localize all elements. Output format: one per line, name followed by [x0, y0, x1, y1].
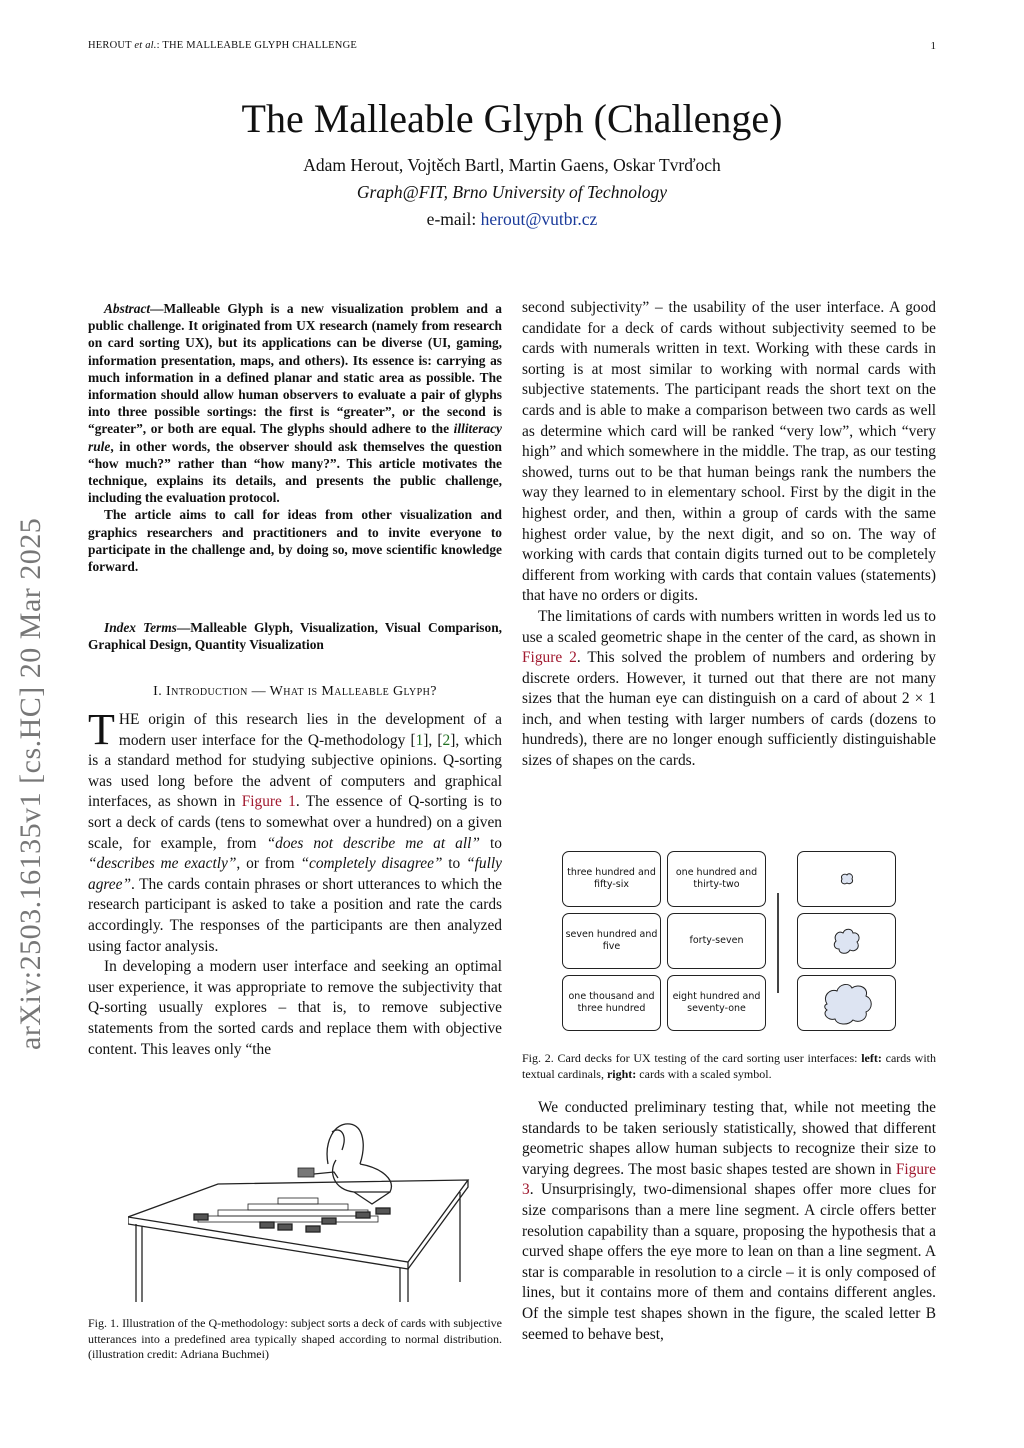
- fig2-caption-right: right:: [606, 1066, 637, 1081]
- card-shape-medium: [797, 913, 896, 969]
- page-number: 1: [930, 40, 936, 52]
- card-shape-large: [797, 975, 896, 1031]
- abstract-emphasis: illiteracy rule: [88, 421, 502, 454]
- fig2-caption-c: cards with a scaled symbol.: [636, 1066, 772, 1081]
- index-terms: [88, 619, 502, 653]
- abstract-text-b: , in other words, the observer should ask themselves the question “how much?” rather than “how many?”. This article motivates the technique, explains its details, and presents the public challenge, including the evaluation protocol.: [88, 438, 502, 506]
- intro-to-1: to: [480, 834, 502, 852]
- email-line: [427, 209, 598, 229]
- card-text-5: one thousand and three hundred: [562, 975, 661, 1031]
- quote-1: “does not describe me at all”: [266, 834, 480, 852]
- right-paragraph-1: second subjectivity” – the usability of the user interface. A good candidate for a deck of cards without subjectivity seemed to be cards with numerals written in text. Working with these cards in sorting is at most similar to working with normal cards with subjective statements. The participant reads the short text on the cards and is able to make a comparison between two cards as well as determine which card will be ranked “very low”, which “very high” and which somewhere in the middle. The trap, as our testing showed, turns out to be that human beings rank the numbers the way they learned to in elementary school. First by the digit in the highest order, and then, within a group of cards with the same highest order value, by the next digit, and so on. The way of working with cards that contain digits turned out to be completely different from working with cards that contain values (statements) that have no orders or digits.: [522, 299, 936, 605]
- figure-1-illustration: [128, 1112, 476, 1302]
- intro-text-c: ], which is a standard method for studying subjective opinions. Q-sorting was used long before the advent of computers and graphical interfaces, as shown in: [88, 731, 502, 811]
- figure-1-link[interactable]: Figure 1: [241, 793, 296, 811]
- figure-2-card-decks: [562, 851, 898, 1033]
- intro-paragraph-1: [88, 705, 502, 957]
- figure-2-link[interactable]: Figure 2: [522, 649, 577, 667]
- right-paragraph-2: [522, 607, 936, 772]
- section-title: Introduction — What is Malleable Glyph?: [166, 684, 437, 699]
- intro-text: [88, 705, 502, 1060]
- right-paragraph-3: [522, 1098, 936, 1345]
- author-block: [0, 152, 1024, 233]
- arxiv-stamp: arXiv:2503.16135v1 [cs.HC] 20 Mar 2025: [14, 517, 47, 1050]
- cloud-shape-small-icon: [837, 869, 857, 889]
- intro-text-e: . The cards contain phrases or short utterances to which the research participant is asked to take a position and rate the cards accordingly. The responses of the participants are then analyzed using factor analysis.: [88, 875, 502, 955]
- figure-3-link[interactable]: Figure 3: [522, 1160, 936, 1199]
- abstract-paragraph-2: The article aims to call for ideas from other visualization and graphics researchers and practitioners and to invite everyone to participate in the challenge and, by doing so, move scientific knowledge forward.: [88, 507, 502, 575]
- right-column-text: [522, 298, 936, 772]
- email-link[interactable]: herout@vutbr.cz: [480, 209, 598, 229]
- card-text-3: seven hundred and five: [562, 913, 661, 969]
- quote-2: “describes me exactly”: [88, 855, 237, 873]
- quote-3: “completely disagree”: [300, 855, 443, 873]
- abstract-paragraph-1: [88, 300, 502, 506]
- deck-divider: [777, 893, 779, 993]
- quote-4: “fully agree”: [88, 855, 502, 893]
- section-heading: [88, 684, 502, 700]
- right-p2-text-b: . This solved the problem of numbers and ordering by discrete orders. However, it turned out that there are not many sizes that the human eye can distinguish on a card of about 2 × 1 inch, and when testing with larger numbers of cards (dozens to hundreds), there are no longer enough sufficiently distinguishable sizes of shapes on the cards.: [522, 649, 936, 770]
- cloud-shape-large-icon: [819, 980, 875, 1026]
- cloud-shape-medium-icon: [830, 924, 864, 958]
- card-text-4: forty-seven: [667, 913, 766, 969]
- right-p3-text-b: . Unsurprisingly, two-dimensional shapes offer more clues for size comparisons than a mere line segment. A circle offers better resolution capability than a square, proposing the hypothesis that a curved shape offers the eye more to lean on than a line segment. A star is comparable in resolution to a circle – it is only composed of lines, but it contains more of them and contains different angles. Of the simple test shapes shown in the figure, the scaled letter B seemed to behave best,: [522, 1181, 936, 1343]
- right-column-text-lower: [522, 1098, 936, 1345]
- card-text-1: three hundred and fifty-six: [562, 851, 661, 907]
- intro-or: , or from: [236, 855, 301, 873]
- intro-text-b: ], [: [423, 731, 443, 749]
- section-numeral: I.: [153, 684, 167, 699]
- abstract-text-a: —Malleable Glyph is a new visualization problem and a public challenge. It originated from UX research (namely from research on card sorting UX), but its applications can be diverse (UI, gaming, information presentation, maps, and others). Its essence is: carrying as much information in a defined planar and static area as possible. The information should allow human observers to evaluate a pair of glyphs into three possible sortings: the first is “greater”, or the second is “greater”, or both are equal. The glyphs should adhere to the: [88, 301, 502, 437]
- citation-1-link[interactable]: 1: [415, 731, 424, 749]
- running-header: [88, 40, 357, 51]
- author-list: Adam Herout, Vojtěch Bartl, Martin Gaens, Oskar Tvrďoch: [303, 155, 721, 175]
- running-title: : THE MALLEABLE GLYPH CHALLENGE: [156, 40, 357, 51]
- intro-text-a: HE origin of this research lies in the development of a modern user interface for the Q-methodology [: [118, 711, 502, 749]
- email-label: e-mail:: [426, 209, 481, 229]
- index-terms-text: —Malleable Glyph, Visualization, Visual Comparison, Graphical Design, Quantity Visualization: [88, 620, 503, 653]
- abstract-label: Abstract: [104, 301, 151, 316]
- intro-paragraph-2: In developing a modern user interface and seeking an optimal user experience, it was appropriate to remove the subjectivity that Q-sorting usually explores – that is, to remove subjective statements from the sorted cards and replace them with objective content. This leaves only “the: [88, 958, 502, 1058]
- running-author: HEROUT: [88, 40, 132, 51]
- card-text-2: one hundred and thirty-two: [667, 851, 766, 907]
- index-terms-label: Index Terms: [104, 620, 177, 635]
- intro-text-d: . The essence of Q-sorting is to sort a deck of cards (tens to somewhat over a hundred) on a given scale, for example, from: [88, 793, 502, 852]
- right-p3-text-a: We conducted preliminary testing that, while not meeting the standards to be taken seriously statistically, showed that different geometric shapes allow human subjects to recognize their size to varying degrees. The most basic shapes tested are shown in: [522, 1099, 936, 1178]
- affiliation: Graph@FIT, Brno University of Technology: [356, 182, 668, 202]
- intro-to-2: to: [442, 855, 467, 873]
- fig2-caption-left: left:: [861, 1051, 882, 1065]
- right-p2-text-a: The limitations of cards with numbers written in words led us to use a scaled geometric shape in the center of the card, as shown in: [522, 607, 936, 646]
- paper-title: The Malleable Glyph (Challenge): [241, 96, 783, 141]
- fig2-caption-a: Fig. 2. Card decks for UX testing of the card sorting user interfaces:: [522, 1051, 862, 1065]
- card-shape-small: [797, 851, 896, 907]
- abstract: [88, 300, 502, 575]
- figure-1-caption: Fig. 1. Illustration of the Q-methodology: subject sorts a deck of cards with subjective utterances into a predefined area typically shaped according to normal distribution. (illustration credit: Adriana Buchmei): [88, 1316, 502, 1361]
- citation-2-link[interactable]: 2: [442, 731, 451, 749]
- card-text-6: eight hundred and seventy-one: [667, 975, 766, 1031]
- running-etal: et al.: [134, 40, 157, 51]
- drop-cap: T: [88, 705, 115, 754]
- fig2-caption-b: cards with textual cardinals,: [522, 1051, 937, 1081]
- figure-2-caption: [522, 1051, 936, 1082]
